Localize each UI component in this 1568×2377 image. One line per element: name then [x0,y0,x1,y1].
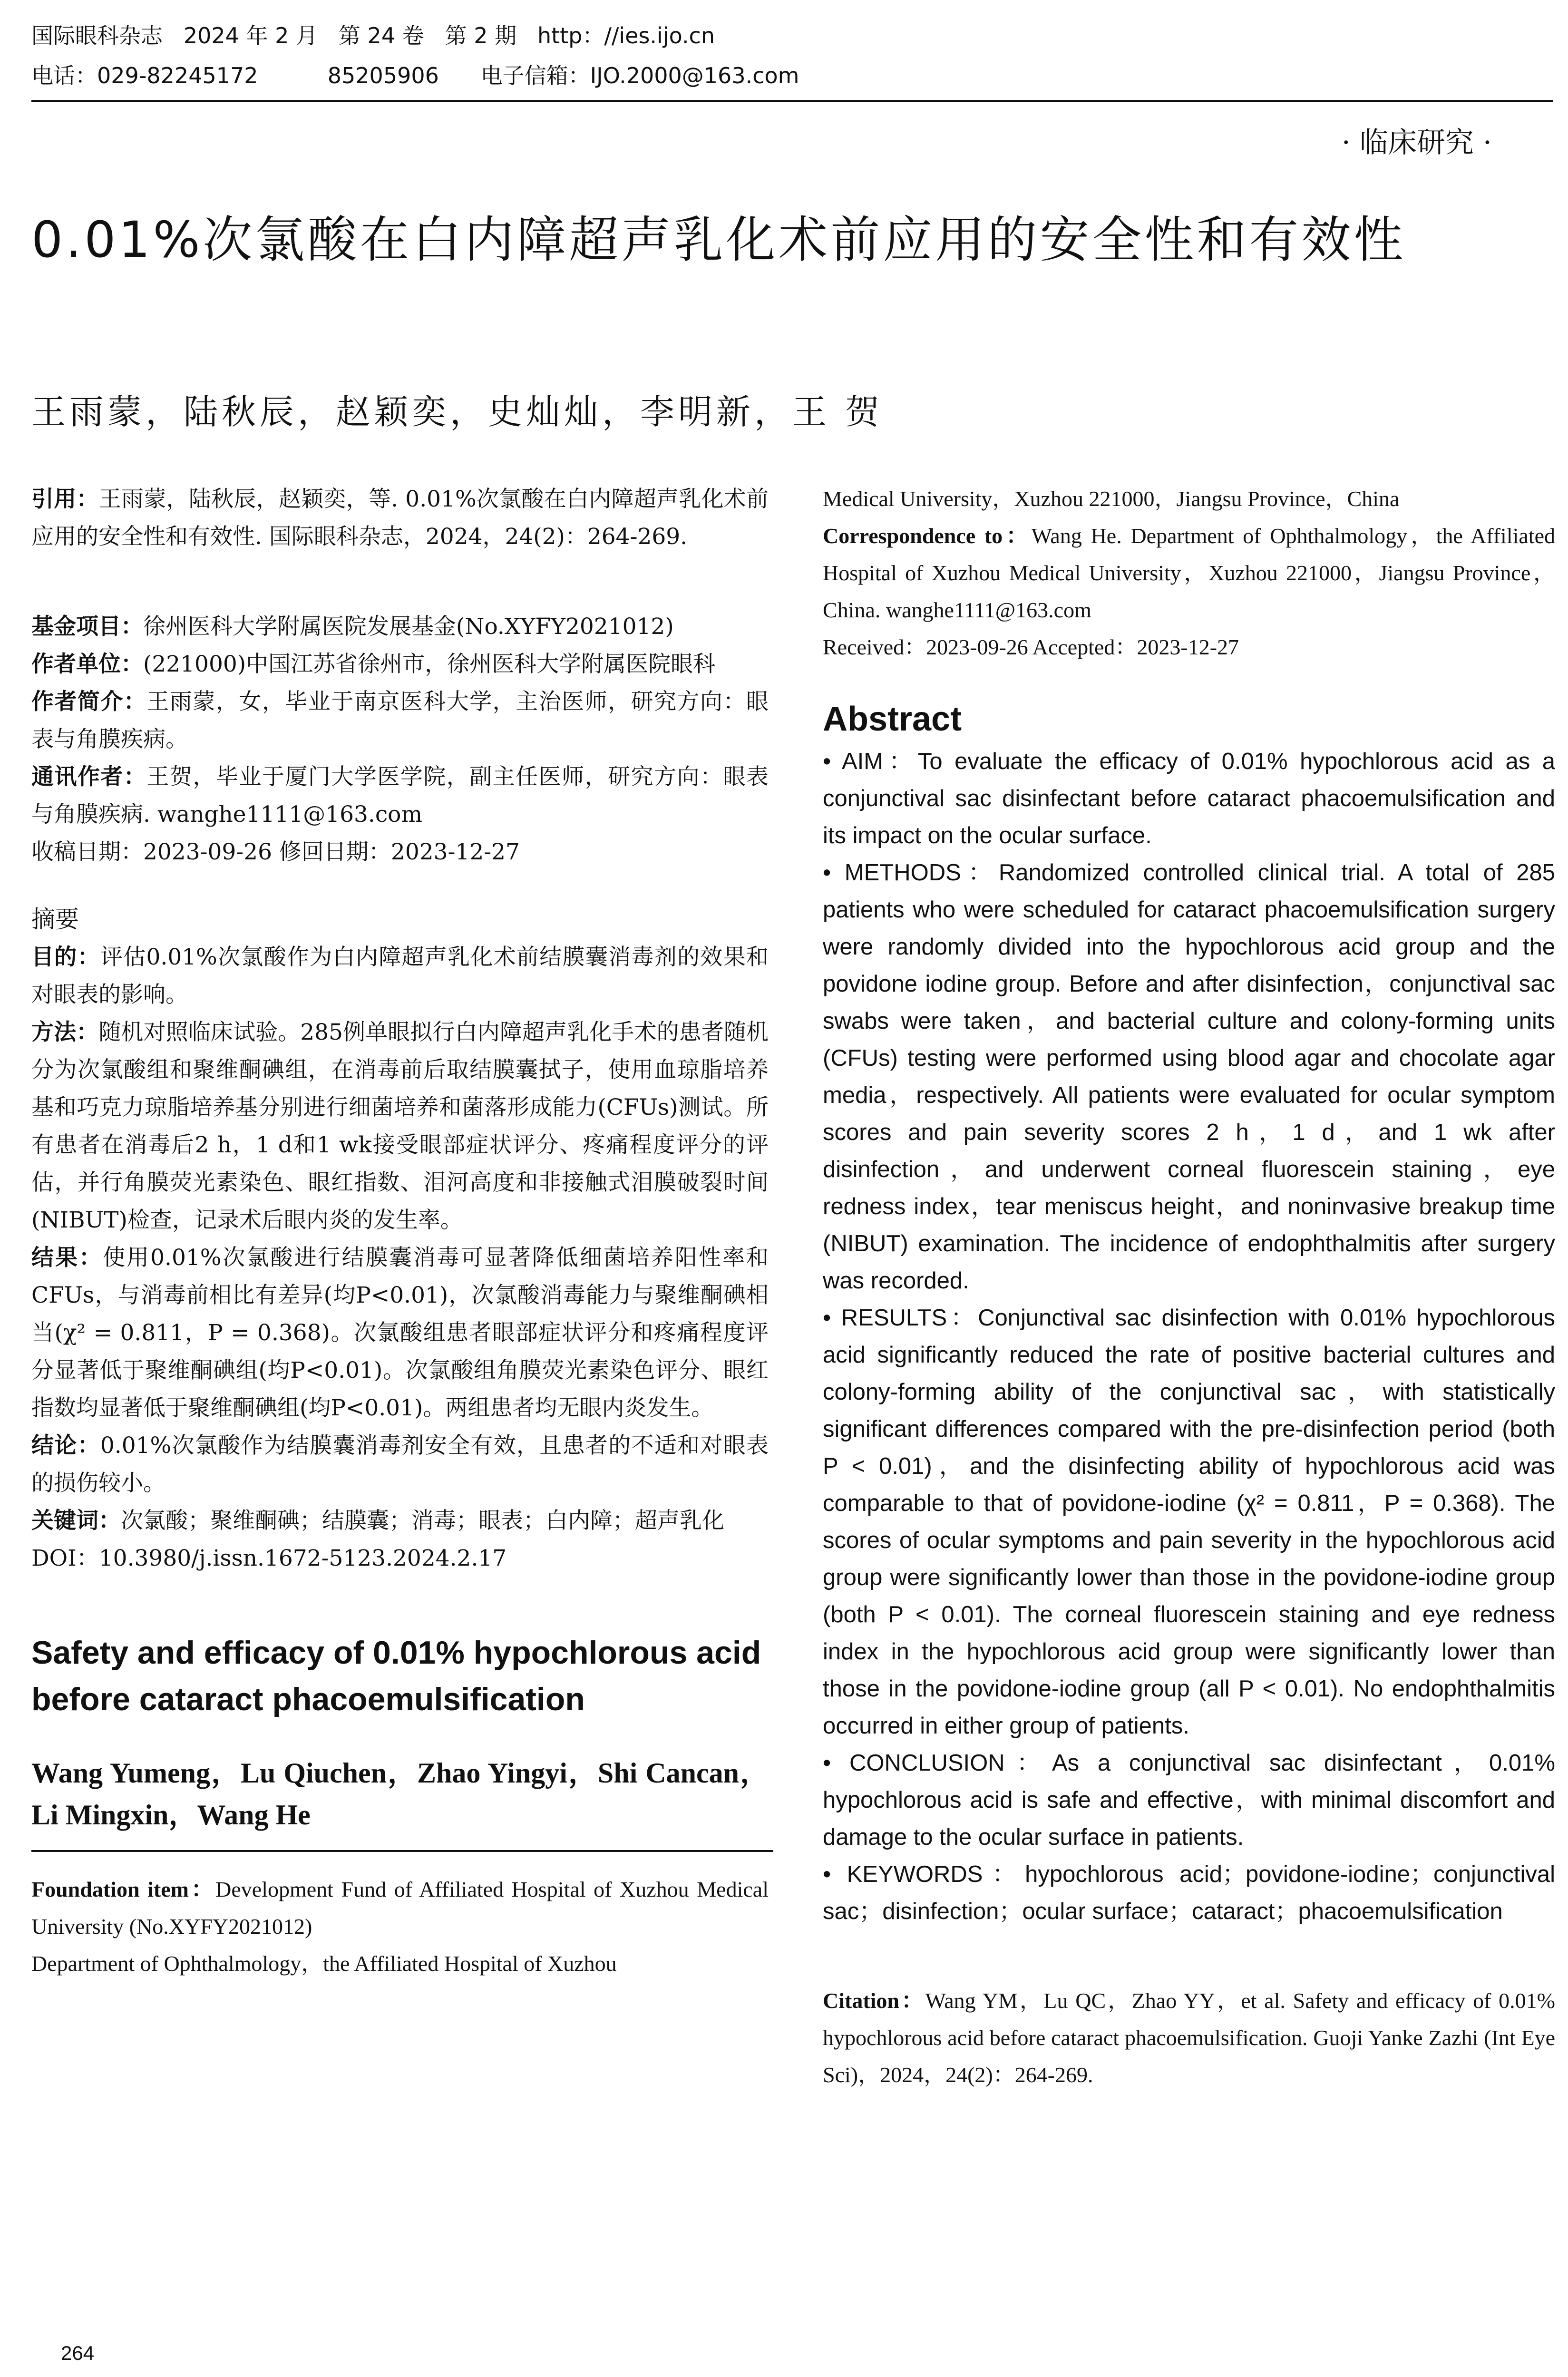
citation-cn-text: 王雨蒙，陆秋辰，赵颖奕，等. 0.01%次氯酸在白内障超声乳化术前应用的安全性和有效性. 国际眼科杂志，2024，24(2)：264-269. [31,486,769,550]
journal-header-line2: 电话：029-82245172 85205906 电子信箱：IJO.2000@163.com [31,63,799,88]
english-title: Safety and efficacy of 0.01% hypochlorous acid before cataract phacoemulsification [31,1635,761,1717]
conclusion-cn-label: 结论： [31,1432,100,1459]
aim-cn-text: 评估0.01%次氯酸作为白内障超声乳化术前结膜囊消毒剂的效果和对眼表的影响。 [31,944,769,1008]
results-en-text: Conjunctival sac disinfection with 0.01% hypochlorous acid significantly reduced the rate of positive bacterial cultures and colony-forming ability of the conjunctival sac，with statistically significant differences compared with the pre-disinfection period (both P < 0.01)，and the disinfecting ability of hypochlorous acid was comparable to that of povidone-iodine (χ² = 0.811，P = 0.368). The scores of ocular symptoms and pain severity in the hypochlorous acid group were significantly lower than those in the povidone-iodine group (both P < 0.01). The corneal fluorescein staining and eye redness index in the hypochlorous acid group were significantly lower than those in the povidone-iodine group (all P < 0.01). No endophthalmitis occurred in either group of patients. [823,1305,1556,1739]
author-bio-text: 王雨蒙，女，毕业于南京医科大学，主治医师，研究方向：眼表与角膜疾病。 [31,689,769,752]
aim-en-label: • AIM： [823,749,918,774]
header-rule [31,100,1553,102]
aim-en-text: To evaluate the efficacy of 0.01% hypochlorous acid as a conjunctival sac disinfectant before cataract phacoemulsification and its impact on the ocular surface. [823,749,1555,848]
conclusion-cn-text: 0.01%次氯酸作为结膜囊消毒剂安全有效，且患者的不适和对眼表的损伤较小。 [31,1432,769,1496]
correspondence-en [823,517,1555,629]
foundation-text: Development Fund of Affiliated Hospital of Xuzhou Medical University (No.XYFY2021012) [31,1877,769,1939]
journal-header-line1: 国际眼科杂志 2024 年 2 月 第 24 卷 第 2 期 http：//ies.ijo.cn [31,23,715,49]
corresponding-author [31,758,769,833]
article-title: 0.01%次氯酸在白内障超声乳化术前应用的安全性和有效性 [31,211,1406,269]
results-en-label: • RESULTS： [823,1305,978,1331]
corresponding-author-label: 通讯作者： [31,764,147,790]
methods-cn [31,1013,769,1239]
conclusion-cn [31,1427,769,1502]
citation-en-label: Citation： [823,1988,925,2013]
results-cn-label: 结果： [31,1245,103,1271]
english-authors: Wang Yumeng，Lu Qiuchen，Zhao Yingyi，Shi Cancan，Li Mingxin，Wang He [31,1757,769,1831]
keywords-en [823,1856,1555,1930]
author-bio-label: 作者简介： [31,689,147,715]
methods-en-label: • METHODS： [823,860,999,886]
correspondence-label: Correspondence to： [823,524,1032,548]
conclusion-en [823,1744,1555,1856]
affiliation-cont: Medical University，Xuzhou 221000，Jiangsu Province，China [823,487,1400,511]
author-bio [31,683,769,758]
conclusion-en-text: As a conjunctival sac disinfectant，0.01% hypochlorous acid is safe and effective，with minimal discomfort and damage to the ocular surface in patients. [823,1750,1555,1850]
keywords-cn [31,1502,769,1539]
correspondence-text: Wang He. Department of Ophthalmology，the Affiliated Hospital of Xuzhou Medical University，Xuzhou 221000，Jiangsu Province，China. wanghe1111@163.com [823,524,1555,622]
fund-item [31,608,769,645]
aim-cn [31,938,769,1013]
abstract-head-en: Abstract [823,700,962,738]
dates-en: Received：2023-09-26 Accepted：2023-12-27 [823,635,1239,659]
author-unit-label: 作者单位： [31,651,143,677]
results-cn-text: 使用0.01%次氯酸进行结膜囊消毒可显著降低细菌培养阳性率和CFUs，与消毒前相比有差异(均P<0.01)，次氯酸消毒能力与聚维酮碘相当(χ² = 0.811，P = 0.368)。次氯酸组患者眼部症状评分和疼痛程度评分显著低于聚维酮碘组(均P<0.01)。次氯酸组角膜荧光素染色评分、眼红指数均显著低于聚维酮碘组(均P<0.01)。两组患者均无眼内炎发生。 [31,1245,769,1421]
aim-en [823,743,1555,854]
department-en: Department of Ophthalmology，the Affiliated Hospital of Xuzhou [31,1951,617,1976]
fund-label: 基金项目： [31,614,143,640]
doi: DOI：10.3980/j.issn.1672-5123.2024.2.17 [31,1545,507,1571]
aim-cn-label: 目的： [31,944,100,970]
page-number: 264 [61,2342,95,2364]
foundation-item-en [31,1871,769,1945]
abstract-head-cn: 摘要 [31,906,79,933]
methods-en-text: Randomized controlled clinical trial. A total of 285 patients who were scheduled for cataract phacoemulsification surgery were randomly divided into the hypochlorous acid group and the povidone iodine group. Before and after disinfection，conjunctival sac swabs were taken，and bacterial culture and colony-forming units (CFUs) testing were performed using blood agar and chocolate agar media，respectively. All patients were evaluated for ocular symptom scores and pain severity scores 2 h，1 d，and 1 wk after disinfection，and underwent corneal fluorescein staining，eye redness index，tear meniscus height，and noninvasive breakup time (NIBUT) examination. The incidence of endophthalmitis after surgery was recorded. [823,860,1555,1294]
left-column [31,480,769,1982]
results-cn [31,1239,769,1427]
author-unit [31,645,769,683]
right-column [823,480,1555,2094]
author-unit-text: (221000)中国江苏省徐州市，徐州医科大学附属医院眼科 [143,651,716,677]
keywords-cn-label: 关键词： [31,1508,121,1534]
keywords-cn-text: 次氯酸；聚维酮碘；结膜囊；消毒；眼表；白内障；超声乳化 [121,1508,724,1534]
results-en [823,1299,1555,1744]
citation-en-text: Wang YM，Lu QC，Zhao YY，et al. Safety and efficacy of 0.01% hypochlorous acid before cataract phacoemulsification. Guoji Yanke Zazhi (Int Eye Sci)，2024，24(2)：264-269. [823,1988,1556,2087]
keywords-en-text: hypochlorous acid；povidone-iodine；conjunctival sac；disinfection；ocular surface；cataract；phacoemulsification [823,1861,1555,1924]
dates-cn: 收稿日期：2023-09-26 修回日期：2023-12-27 [31,839,520,865]
citation-en [823,1982,1555,2094]
conclusion-en-label: • CONCLUSION： [823,1750,1052,1776]
left-divider [31,1850,773,1852]
citation-cn [31,480,769,555]
methods-cn-text: 随机对照临床试验。285例单眼拟行白内障超声乳化手术的患者随机分为次氯酸组和聚维酮碘组，在消毒前后取结膜囊拭子，使用血琼脂培养基和巧克力琼脂培养基分别进行细菌培养和菌落形成能力(CFUs)测试。所有患者在消毒后2 h，1 d和1 wk接受眼部症状评分、疼痛程度评分的评估，并行角膜荧光素染色、眼红指数、泪河高度和非接触式泪膜破裂时间(NIBUT)检查，记录术后眼内炎的发生率。 [31,1019,769,1233]
methods-en [823,854,1555,1299]
methods-cn-label: 方法： [31,1019,99,1045]
foundation-label: Foundation item： [31,1877,216,1901]
keywords-en-label: • KEYWORDS： [823,1861,1025,1887]
section-label: · 临床研究 · [1341,126,1492,159]
corresponding-author-text: 王贺，毕业于厦门大学医学院，副主任医师，研究方向：眼表与角膜疾病. wanghe1111@163.com [31,764,769,828]
authors-cn: 王雨蒙，陆秋辰，赵颖奕，史灿灿，李明新，王 贺 [31,392,883,432]
citation-cn-label: 引用： [31,486,99,512]
fund-text: 徐州医科大学附属医院发展基金(No.XYFY2021012) [143,614,674,640]
